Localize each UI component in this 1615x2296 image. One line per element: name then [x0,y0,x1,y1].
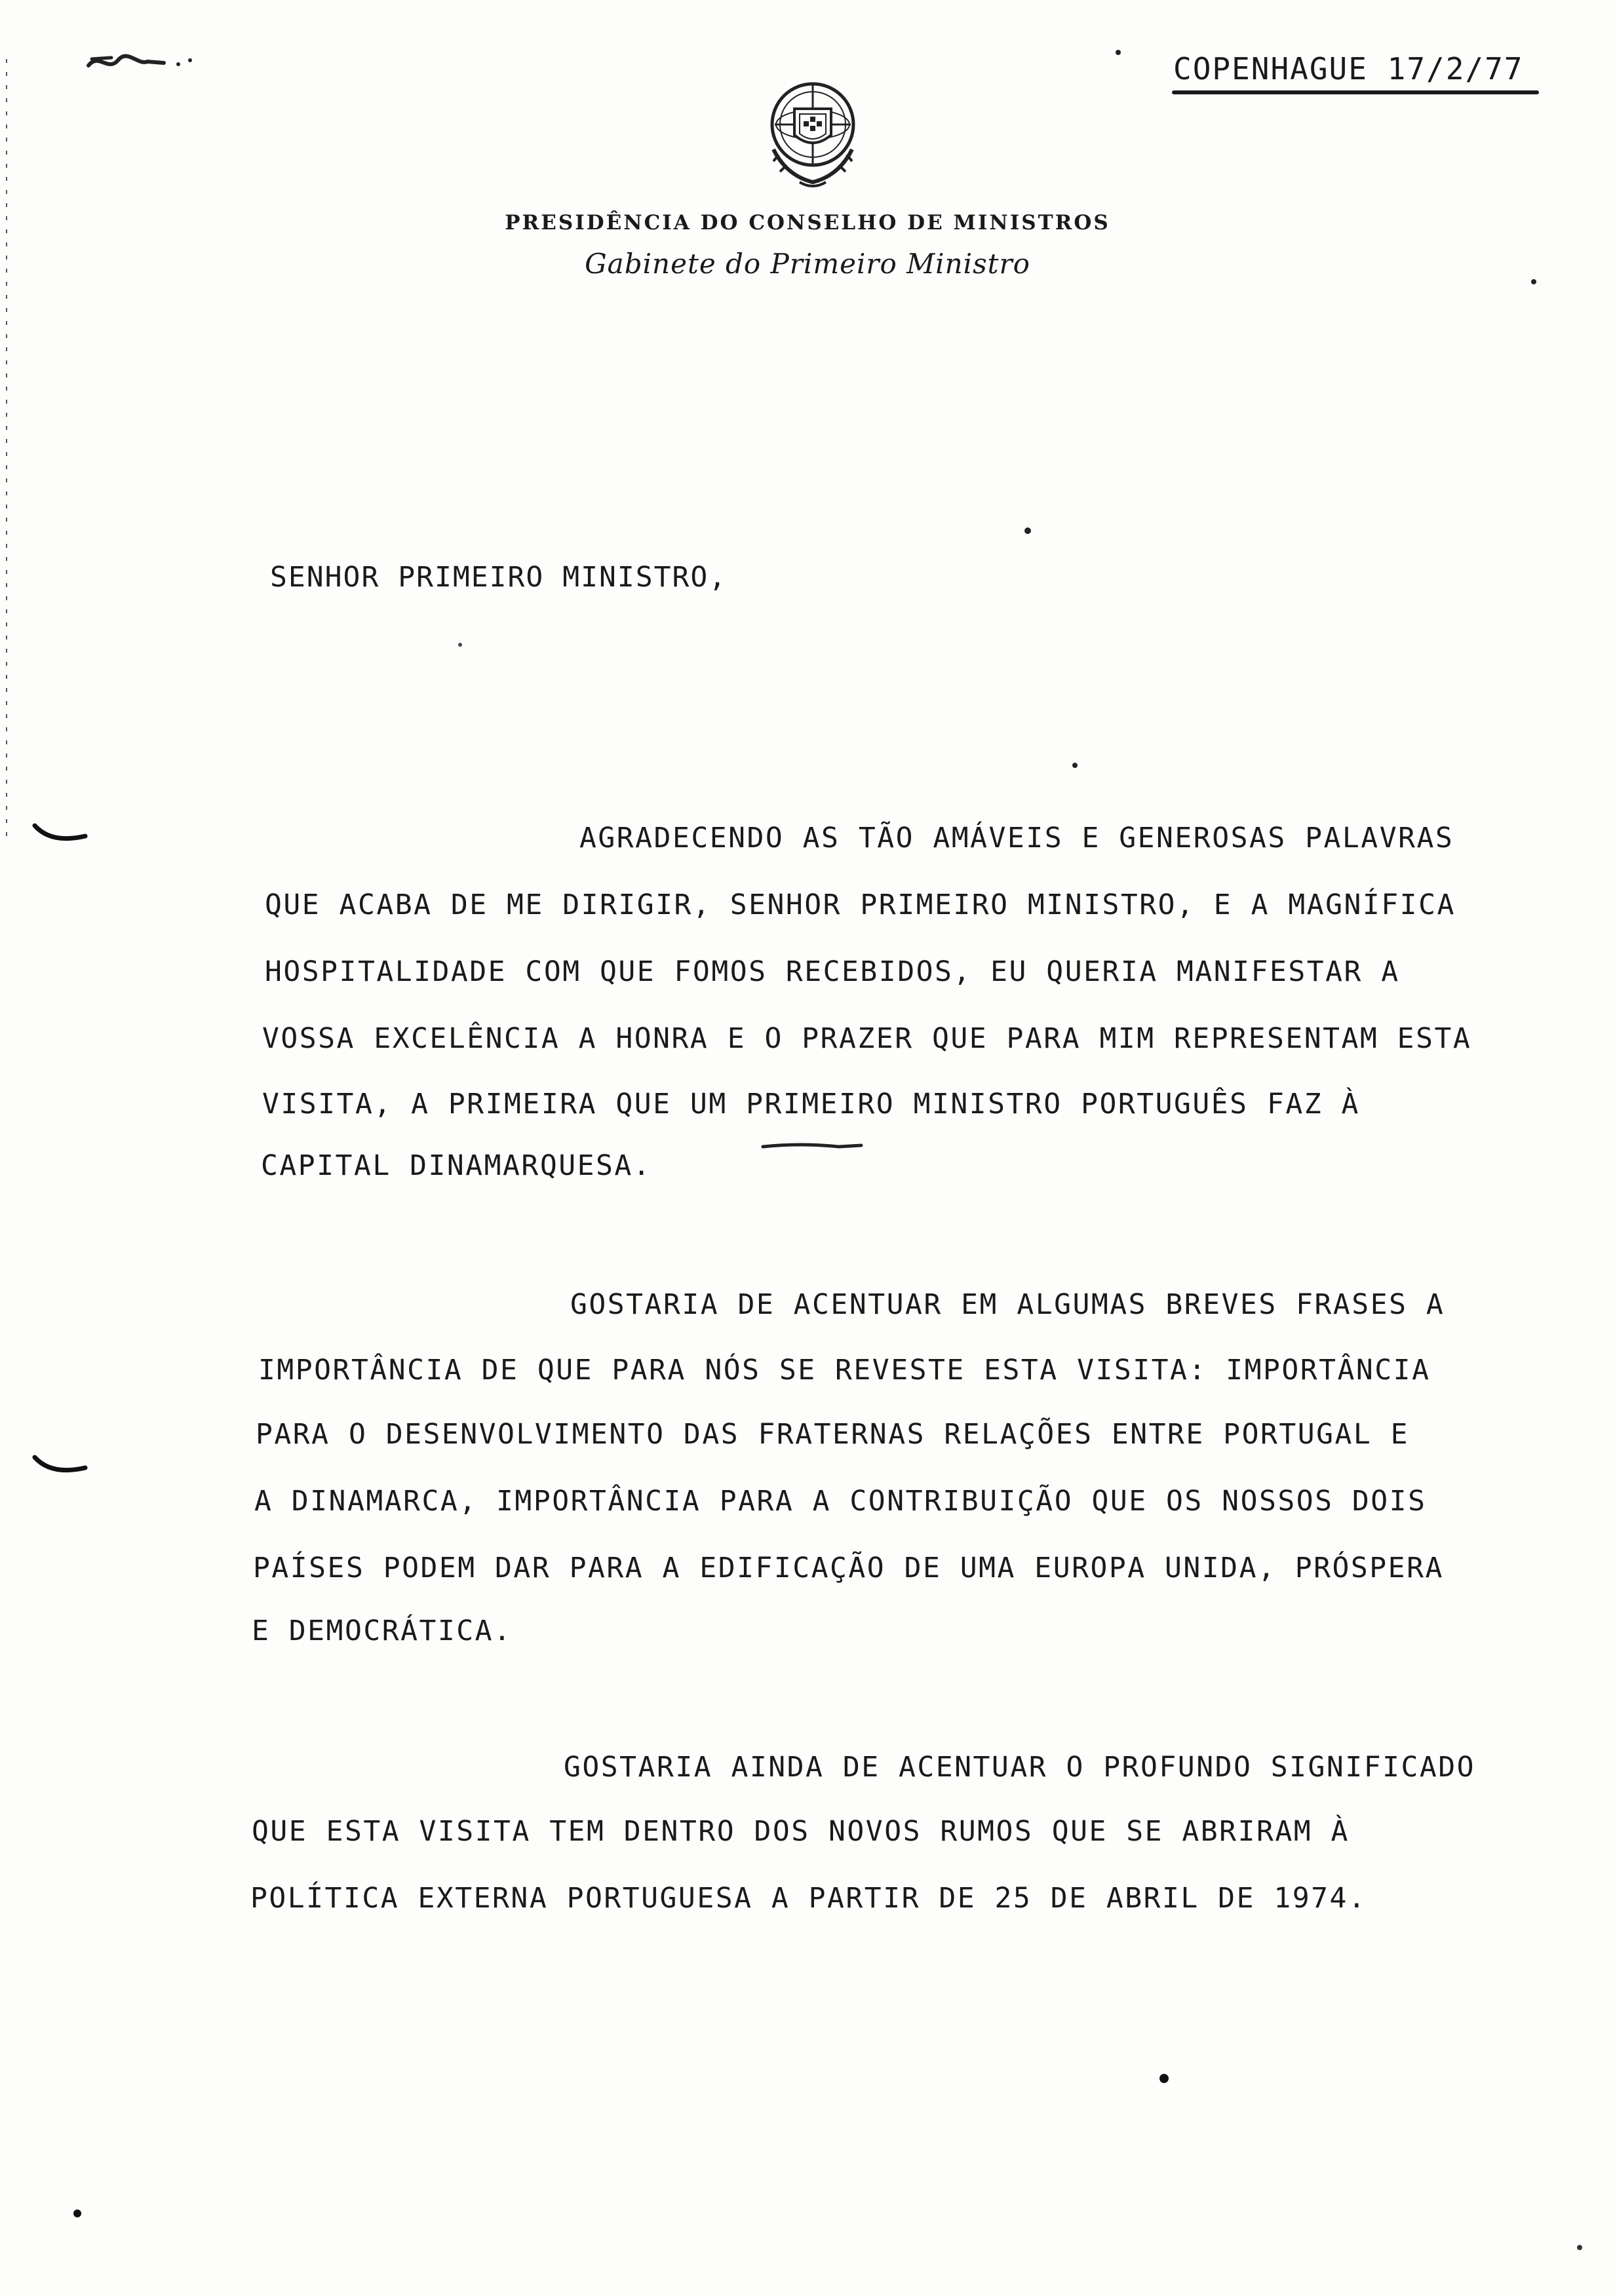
body-line: PARA O DESENVOLVIMENTO DAS FRATERNAS RELAÇÕES ENTRE PORTUGAL E [256,1418,1410,1451]
body-line: QUE ACABA DE ME DIRIGIR, SENHOR PRIMEIRO MINISTRO, E A MAGNÍFICA [265,889,1456,921]
place-date: COPENHAGUE 17/2/77 [1173,51,1524,86]
body-line: E DEMOCRÁTICA. [252,1615,513,1647]
office-subheading: Gabinete do Primeiro Ministro [585,248,1030,280]
institution-heading: PRESIDÊNCIA DO CONSELHO DE MINISTROS [505,211,1110,235]
body-line: PAÍSES PODEM DAR PARA A EDIFICAÇÃO DE UMA EUROPA UNIDA, PRÓSPERA [253,1552,1444,1584]
body-line: HOSPITALIDADE COM QUE FOMOS RECEBIDOS, EU QUERIA MANIFESTAR A [265,955,1400,988]
body-line: QUE ESTA VISITA TEM DENTRO DOS NOVOS RUMOS QUE SE ABRIRAM À [252,1815,1350,1848]
body-line: AGRADECENDO AS TÃO AMÁVEIS E GENEROSAS PALAVRAS [579,822,1454,854]
body-line: GOSTARIA DE ACENTUAR EM ALGUMAS BREVES FRASES A [570,1288,1445,1321]
body-line: VOSSA EXCELÊNCIA A HONRA E O PRAZER QUE PARA MIM REPRESENTAM ESTA [262,1022,1472,1055]
body-line: GOSTARIA AINDA DE ACENTUAR O PROFUNDO SIGNIFICADO [564,1751,1476,1784]
body-line: VISITA, A PRIMEIRA QUE UM PRIMEIRO MINISTRO PORTUGUÊS FAZ À [262,1088,1360,1120]
salutation: SENHOR PRIMEIRO MINISTRO, [270,561,728,594]
body-line: A DINAMARCA, IMPORTÂNCIA PARA A CONTRIBUIÇÃO QUE OS NOSSOS DOIS [254,1485,1427,1518]
body-line: CAPITAL DINAMARQUESA. [261,1149,652,1182]
body-line: POLÍTICA EXTERNA PORTUGUESA A PARTIR DE 25 DE ABRIL DE 1974. [250,1882,1367,1915]
body-line: IMPORTÂNCIA DE QUE PARA NÓS SE REVESTE ESTA VISITA: IMPORTÂNCIA [258,1354,1431,1387]
